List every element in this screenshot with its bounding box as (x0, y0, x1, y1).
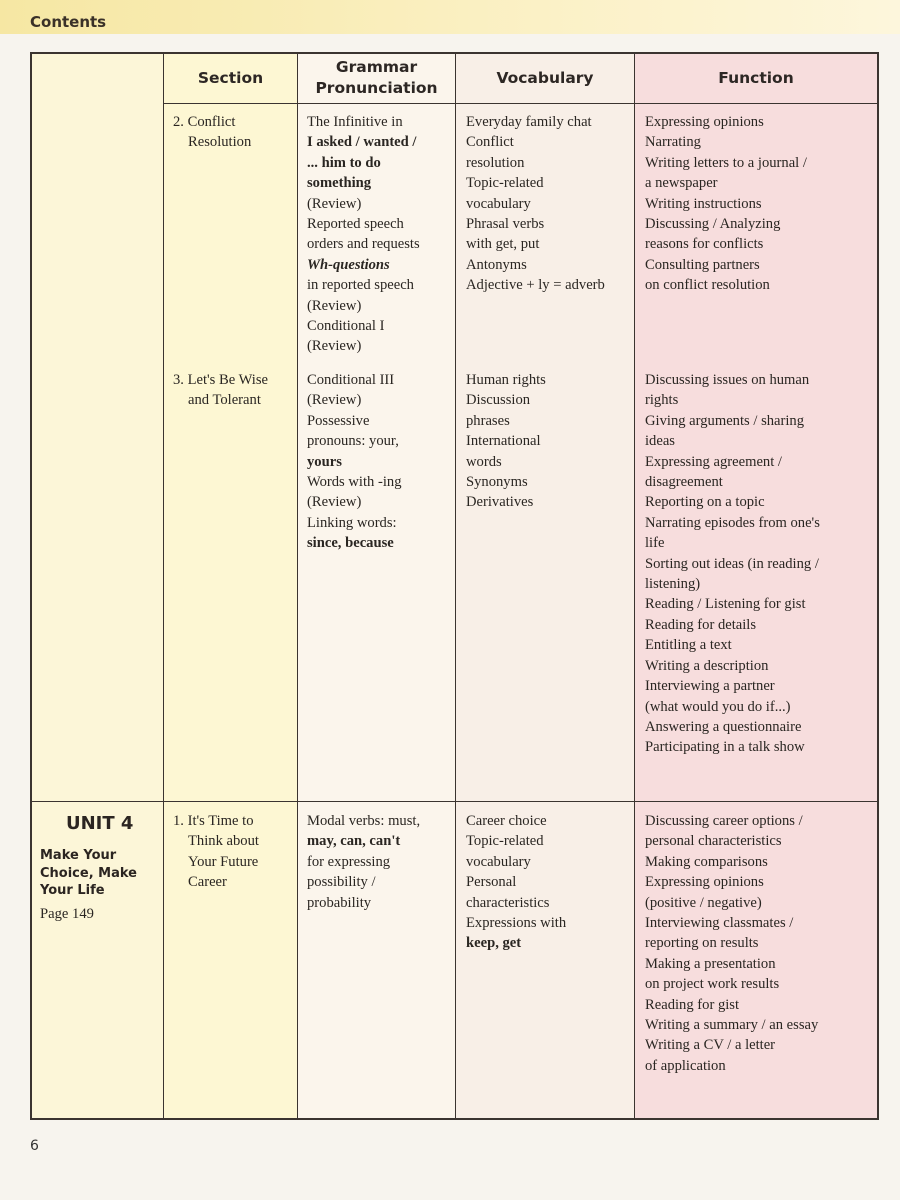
row3-function-line: Making a presentation (645, 955, 776, 972)
row2-grammar (307, 370, 453, 554)
row3-function-line: reporting on results (645, 935, 759, 952)
row2-section (173, 370, 295, 411)
row2-function-line: Writing a description (645, 657, 769, 674)
row2-function-line: Reading / Listening for gist (645, 596, 806, 613)
row1-vocab-line: Phrasal verbs (466, 216, 545, 233)
row3-function-line: on project work results (645, 976, 780, 993)
row1-function-line: on conflict resolution (645, 277, 770, 294)
row1-vocab-line: Conflict (466, 134, 514, 151)
row3-function-line: Interviewing classmates / (645, 915, 794, 932)
row1-function-line: Discussing / Analyzing (645, 216, 781, 233)
row3-function-line: Discussing career options / (645, 813, 803, 829)
row3-vocab-line: Expressions with (466, 915, 567, 932)
header-divider (163, 103, 879, 104)
row3-vocab-line: keep, get (466, 935, 522, 952)
column-divider (163, 52, 164, 1120)
row3-section-line: 1. It's Time to (173, 813, 254, 829)
row1-vocab-line: Adjective + ly = adverb (466, 277, 605, 294)
table-border-right (877, 52, 879, 1120)
row1-function-line: Writing letters to a journal / (645, 154, 807, 171)
row1-section-line: Resolution (188, 134, 252, 151)
row3-grammar-line: may, can, can't (307, 833, 401, 850)
row2-function-line: Participating in a talk show (645, 739, 805, 756)
row2-section-line: 3. Let's Be Wise (173, 372, 268, 388)
row1-grammar (307, 112, 453, 357)
row2-function-line: Reading for details (645, 616, 757, 633)
row2-vocab-line: Human rights (466, 372, 546, 388)
row2-function-line: Discussing issues on human (645, 372, 810, 388)
row2-function-line: listening) (645, 576, 701, 593)
section-column (164, 53, 298, 1119)
row2-vocab-line: International (466, 433, 541, 450)
row2-function-line: rights (645, 392, 679, 409)
row2-function-line: Entitling a text (645, 637, 732, 654)
row3-grammar-line: possibility / (307, 874, 376, 891)
row2-grammar-line: (Review) (307, 494, 362, 511)
row2-function-line: Interviewing a partner (645, 678, 775, 695)
row2-vocab-line: words (466, 453, 502, 470)
row2-grammar-line: pronouns: your, (307, 433, 399, 450)
header-function-label: Function (718, 68, 794, 87)
row2-vocabulary (466, 370, 632, 513)
unit-name (40, 847, 137, 900)
row1-grammar-line: The Infinitive in (307, 114, 403, 130)
row3-function-line: (positive / negative) (645, 894, 762, 911)
row1-grammar-line: in reported speech (307, 277, 414, 294)
header-vocabulary-label: Vocabulary (496, 68, 594, 87)
row1-grammar-line: ... him to do (307, 154, 381, 171)
row3-vocab-line: characteristics (466, 894, 550, 911)
unit-column (31, 53, 164, 1119)
row1-function-line: a newspaper (645, 175, 718, 192)
row3-grammar-line: for expressing (307, 853, 391, 870)
row2-function-line: (what would you do if...) (645, 698, 791, 715)
row2-grammar-line: Linking words: (307, 514, 397, 531)
unit-name-line: Choice, Make (40, 865, 137, 881)
row2-grammar-line: (Review) (307, 392, 362, 409)
row3-grammar-line: Modal verbs: must, (307, 813, 421, 829)
header-vocabulary (456, 53, 634, 103)
row1-grammar-line: Conditional I (307, 318, 385, 335)
row2-function-line: Narrating episodes from one's (645, 514, 820, 531)
row1-vocab-line: Everyday family chat (466, 114, 592, 130)
row1-vocab-line: with get, put (466, 236, 540, 253)
row1-section (173, 112, 295, 153)
row-divider (30, 801, 879, 802)
row3-section-line: Career (188, 874, 227, 891)
unit-name-line: Make Your (40, 848, 117, 863)
row3-function-line: Making comparisons (645, 853, 768, 870)
row2-function-line: Giving arguments / sharing (645, 412, 805, 429)
row3-vocab-line: Personal (466, 874, 517, 891)
row3-vocab-line: Topic-related (466, 833, 544, 850)
row2-grammar-line: Words with -ing (307, 474, 402, 491)
row3-function-line: personal characteristics (645, 833, 782, 850)
row1-vocab-line: vocabulary (466, 195, 531, 212)
header-section-label: Section (197, 68, 264, 87)
column-divider (634, 52, 635, 1120)
row3-grammar (307, 811, 453, 913)
row2-function-line: Answering a questionnaire (645, 718, 802, 735)
row1-section-line: 2. Conflict (173, 114, 236, 130)
unit-page-reference: Page 149 (40, 906, 94, 922)
row2-function-line: Expressing agreement / (645, 453, 782, 470)
row3-function-line: Writing a CV / a letter (645, 1037, 776, 1054)
row3-function-line: Expressing opinions (645, 874, 764, 891)
row2-vocab-line: phrases (466, 412, 510, 429)
row2-grammar-line: Possessive (307, 412, 370, 429)
row1-function-line: Writing instructions (645, 195, 762, 212)
row3-section (173, 811, 295, 893)
row1-function-line: Narrating (645, 134, 701, 151)
unit-label: UNIT 4 (66, 813, 134, 834)
row2-grammar-line: yours (307, 453, 342, 470)
page-number: 6 (30, 1138, 39, 1154)
row2-vocab-line: Discussion (466, 392, 531, 409)
row2-function (645, 370, 875, 758)
row1-vocabulary (466, 112, 632, 296)
header-grammar (298, 53, 455, 103)
row1-grammar-line: I asked / wanted / (307, 134, 417, 151)
header-section (164, 53, 297, 103)
row2-function-line: Sorting out ideas (in reading / (645, 555, 819, 572)
row1-grammar-line: Wh-questions (307, 256, 390, 273)
row2-grammar-line: Conditional III (307, 372, 395, 388)
row3-vocabulary (466, 811, 632, 954)
row1-grammar-line: Reported speech (307, 216, 404, 233)
row2-function-line: life (645, 535, 665, 552)
contents-header-bar (0, 0, 900, 34)
row3-function (645, 811, 875, 1076)
row2-function-line: Reporting on a topic (645, 494, 765, 511)
table-border-left (30, 52, 32, 1120)
header-grammar-label: Grammar (335, 58, 418, 76)
header-pronunciation-label: Pronunciation (315, 79, 438, 97)
row1-function (645, 112, 875, 296)
unit-name-line: Your Life (40, 883, 105, 898)
row3-grammar-line: probability (307, 894, 372, 911)
row1-function-line: reasons for conflicts (645, 236, 764, 253)
row1-vocab-line: Topic-related (466, 175, 544, 192)
row1-grammar-line: something (307, 175, 372, 192)
column-divider (297, 52, 298, 1120)
row1-function-line: Consulting partners (645, 256, 760, 273)
row3-vocab-line: Career choice (466, 813, 547, 829)
row3-vocab-line: vocabulary (466, 853, 531, 870)
column-divider (455, 52, 456, 1120)
row2-section-line: and Tolerant (188, 392, 261, 409)
page-title: Contents (30, 13, 107, 31)
row1-vocab-line: Antonyms (466, 256, 527, 273)
row1-grammar-line: orders and requests (307, 236, 420, 253)
row2-vocab-line: Derivatives (466, 494, 534, 511)
row2-grammar-line: since, because (307, 535, 394, 552)
row3-function-line: Reading for gist (645, 996, 740, 1013)
row3-section-line: Your Future (188, 853, 259, 870)
row1-grammar-line: (Review) (307, 297, 362, 314)
row2-vocab-line: Synonyms (466, 474, 528, 491)
row3-section-line: Think about (188, 833, 259, 850)
row1-grammar-line: (Review) (307, 195, 362, 212)
row3-function-line: of application (645, 1057, 726, 1074)
row2-function-line: disagreement (645, 474, 723, 491)
row2-function-line: ideas (645, 433, 675, 450)
row1-function-line: Expressing opinions (645, 114, 764, 130)
row3-function-line: Writing a summary / an essay (645, 1017, 819, 1034)
row1-grammar-line: (Review) (307, 338, 362, 355)
row1-vocab-line: resolution (466, 154, 525, 171)
header-function (635, 53, 877, 103)
